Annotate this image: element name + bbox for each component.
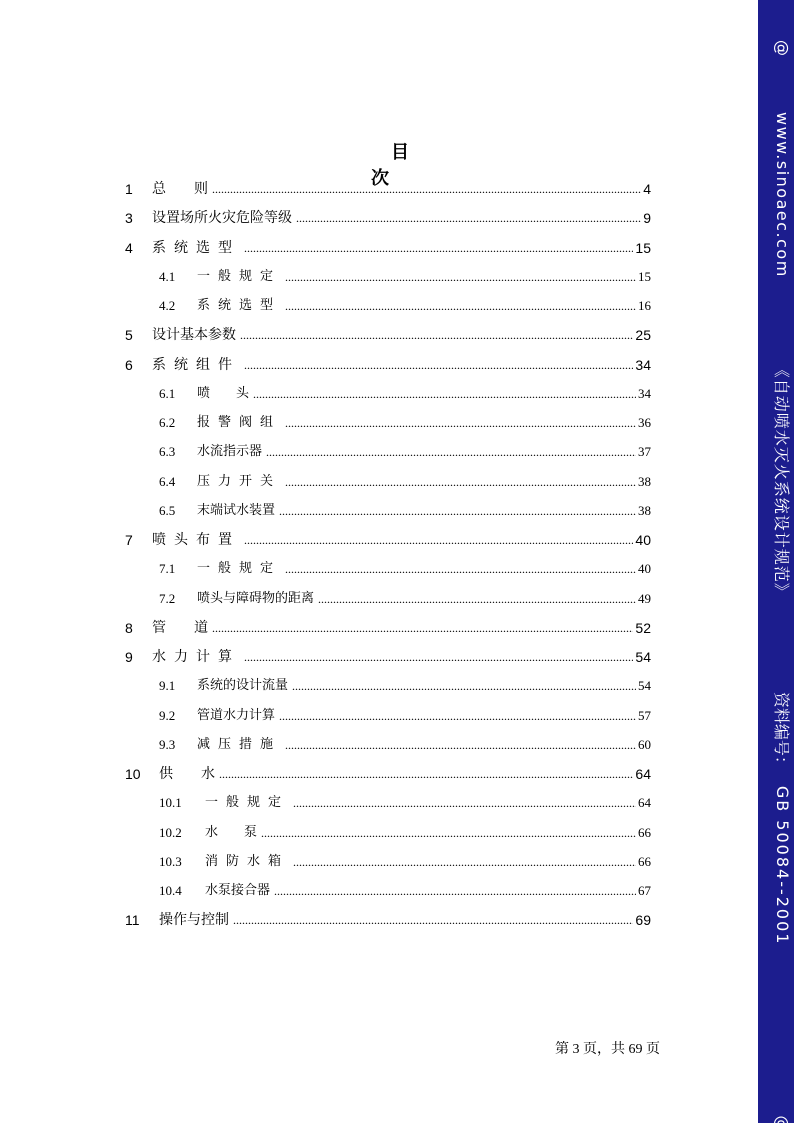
toc-number: 7	[125, 532, 133, 548]
toc-entry[interactable]	[125, 762, 651, 786]
toc-number: 9	[125, 649, 133, 665]
toc-label: 一般规定	[205, 795, 290, 811]
toc-leader-dots	[244, 353, 633, 377]
toc-number: 10.1	[159, 795, 182, 811]
toc-entry[interactable]	[125, 908, 651, 932]
toc-subentry[interactable]	[159, 791, 651, 815]
toc-number: 6.3	[159, 444, 176, 460]
toc-page-number: 52	[635, 619, 651, 636]
sidebar-code-label: 资料编号：	[772, 691, 791, 772]
toc-leader-dots	[285, 557, 636, 581]
toc-number: 11	[125, 912, 140, 929]
toc-label: 水力计算	[152, 649, 240, 665]
toc-label: 系统选型	[152, 239, 240, 256]
toc-page-number: 37	[638, 444, 651, 460]
toc-page-number: 38	[638, 502, 651, 518]
toc-label: 管 道	[152, 619, 208, 636]
toc-label: 系统组件	[152, 356, 240, 373]
toc-subentry[interactable]	[159, 499, 651, 523]
toc-page-number: 67	[638, 883, 651, 898]
toc-label: 压力开关	[197, 473, 282, 489]
toc-page-number: 25	[635, 327, 651, 344]
toc-number: 1	[125, 181, 133, 197]
toc-leader-dots	[279, 704, 636, 728]
toc-number: 6.2	[159, 415, 176, 430]
toc-label: 报警阀组	[197, 415, 282, 430]
toc-label: 操作与控制	[159, 912, 229, 929]
toc-number: 5	[125, 327, 133, 344]
toc-leader-dots	[244, 528, 633, 552]
toc-label: 喷头与障碍物的距离	[197, 590, 315, 606]
sidebar-website[interactable]: www.sinoaec.com	[773, 112, 792, 278]
toc-page-number: 16	[638, 298, 651, 313]
toc-leader-dots	[244, 645, 633, 669]
toc-subentry[interactable]	[159, 382, 651, 406]
toc-label: 系统的设计流量	[197, 678, 289, 694]
toc-number: 3	[125, 210, 133, 227]
toc-subentry[interactable]	[159, 470, 651, 494]
toc-subentry[interactable]	[159, 294, 651, 318]
toc-page-number: 54	[638, 678, 651, 694]
sidebar-at-top: @	[773, 40, 792, 56]
toc-number: 9.1	[159, 678, 176, 694]
page-title: 目 次	[371, 142, 507, 189]
toc-page-number: 66	[638, 824, 651, 840]
toc-leader-dots	[261, 821, 636, 845]
toc-page-number: 9	[643, 210, 651, 227]
toc-leader-dots	[279, 499, 636, 523]
page-footer: 第 3 页，共 69 页	[555, 1042, 660, 1057]
toc-leader-dots	[293, 791, 636, 815]
toc-subentry[interactable]	[159, 557, 651, 581]
toc-label: 水流指示器	[197, 444, 263, 460]
toc-label: 喷 头	[197, 385, 250, 401]
toc-subentry[interactable]	[159, 674, 651, 698]
toc-entry[interactable]	[125, 528, 651, 552]
toc-leader-dots	[318, 587, 636, 611]
toc-leader-dots	[292, 674, 636, 698]
toc-entry[interactable]	[125, 323, 651, 347]
toc-leader-dots	[274, 879, 636, 903]
toc-subentry[interactable]	[159, 704, 651, 728]
toc-number: 10.3	[159, 853, 182, 869]
toc-subentry[interactable]	[159, 587, 651, 611]
toc-page-number: 36	[638, 415, 651, 430]
toc-label: 水泵接合器	[205, 883, 271, 898]
toc-entry[interactable]	[125, 236, 651, 260]
toc-subentry[interactable]	[159, 821, 651, 845]
toc-number: 10.2	[159, 824, 182, 840]
toc-leader-dots	[293, 850, 636, 874]
toc-label: 喷头布置	[152, 532, 240, 548]
toc-leader-dots	[296, 206, 641, 230]
toc-leader-dots	[219, 762, 633, 786]
toc-entry[interactable]	[125, 177, 651, 201]
sidebar-band	[758, 0, 794, 1131]
toc-label: 供 水	[159, 766, 215, 782]
sidebar-text	[771, 40, 794, 1131]
toc-leader-dots	[266, 440, 636, 464]
toc-label: 总 则	[152, 181, 208, 197]
toc-entry[interactable]	[125, 616, 651, 640]
toc-label: 设置场所火灾危险等级	[152, 210, 292, 227]
toc-leader-dots	[212, 616, 633, 640]
sidebar-code: GB 50084--2001	[773, 785, 792, 946]
toc-page-number: 64	[635, 766, 651, 782]
toc-page-number: 69	[635, 912, 651, 929]
toc-page-number: 34	[635, 356, 651, 373]
toc-number: 6.1	[159, 385, 176, 401]
toc-number: 4.1	[159, 268, 176, 284]
toc-leader-dots	[285, 470, 636, 494]
toc-number: 9.2	[159, 707, 176, 723]
toc-label: 管道水力计算	[197, 707, 276, 723]
toc-page-number: 64	[638, 795, 651, 811]
toc-page-number: 4	[643, 181, 651, 197]
toc-entry[interactable]	[125, 206, 651, 230]
toc-number: 4.2	[159, 298, 176, 313]
toc-subentry[interactable]	[159, 850, 651, 874]
toc-page-number: 15	[635, 239, 651, 256]
toc-page-number: 57	[638, 707, 651, 723]
toc-number: 10	[125, 766, 141, 782]
toc-page-number: 38	[638, 473, 651, 489]
toc-label: 消防水箱	[205, 853, 290, 869]
toc-number: 8	[125, 619, 133, 636]
toc-page-number: 49	[638, 590, 651, 606]
toc-label: 一般规定	[197, 268, 282, 284]
toc-subentry[interactable]	[159, 733, 651, 757]
toc-page-number: 40	[638, 561, 651, 577]
toc-subentry[interactable]	[159, 411, 651, 435]
toc-number: 9.3	[159, 736, 176, 752]
toc-subentry[interactable]	[159, 440, 651, 464]
toc-label: 设计基本参数	[152, 327, 236, 344]
sidebar-book-title: 《自动喷水灭火系统设计规范》	[772, 361, 791, 600]
toc-subentry[interactable]	[159, 879, 651, 903]
toc-leader-dots	[253, 382, 636, 406]
toc-number: 10.4	[159, 883, 182, 898]
toc-leader-dots	[285, 411, 636, 435]
toc-page-number: 60	[638, 736, 651, 752]
toc-leader-dots	[285, 265, 636, 289]
toc-number: 7.2	[159, 590, 176, 606]
toc-page-number: 66	[638, 853, 651, 869]
toc-label: 系统选型	[197, 298, 282, 313]
sidebar-at-bottom: @	[773, 1115, 792, 1131]
toc-leader-dots	[233, 908, 633, 932]
toc-page-number: 15	[638, 268, 651, 284]
toc-number: 6.5	[159, 502, 176, 518]
toc-page-number: 40	[635, 532, 651, 548]
toc-leader-dots	[244, 236, 633, 260]
toc-leader-dots	[212, 177, 641, 201]
toc-subentry[interactable]	[159, 265, 651, 289]
toc-leader-dots	[285, 294, 636, 318]
toc-leader-dots	[240, 323, 633, 347]
toc-label: 一般规定	[197, 561, 282, 577]
toc-number: 6	[125, 356, 133, 373]
toc-number: 6.4	[159, 473, 176, 489]
toc-number: 4	[125, 239, 133, 256]
toc-entry[interactable]	[125, 645, 651, 669]
toc-label: 水 泵	[205, 824, 258, 840]
toc-leader-dots	[285, 733, 636, 757]
toc-page-number: 34	[638, 385, 651, 401]
toc-label: 减压措施	[197, 736, 282, 752]
toc-page-number: 54	[635, 649, 651, 665]
toc-number: 7.1	[159, 561, 176, 577]
toc-label: 末端试水装置	[197, 502, 276, 518]
toc-entry[interactable]	[125, 353, 651, 377]
